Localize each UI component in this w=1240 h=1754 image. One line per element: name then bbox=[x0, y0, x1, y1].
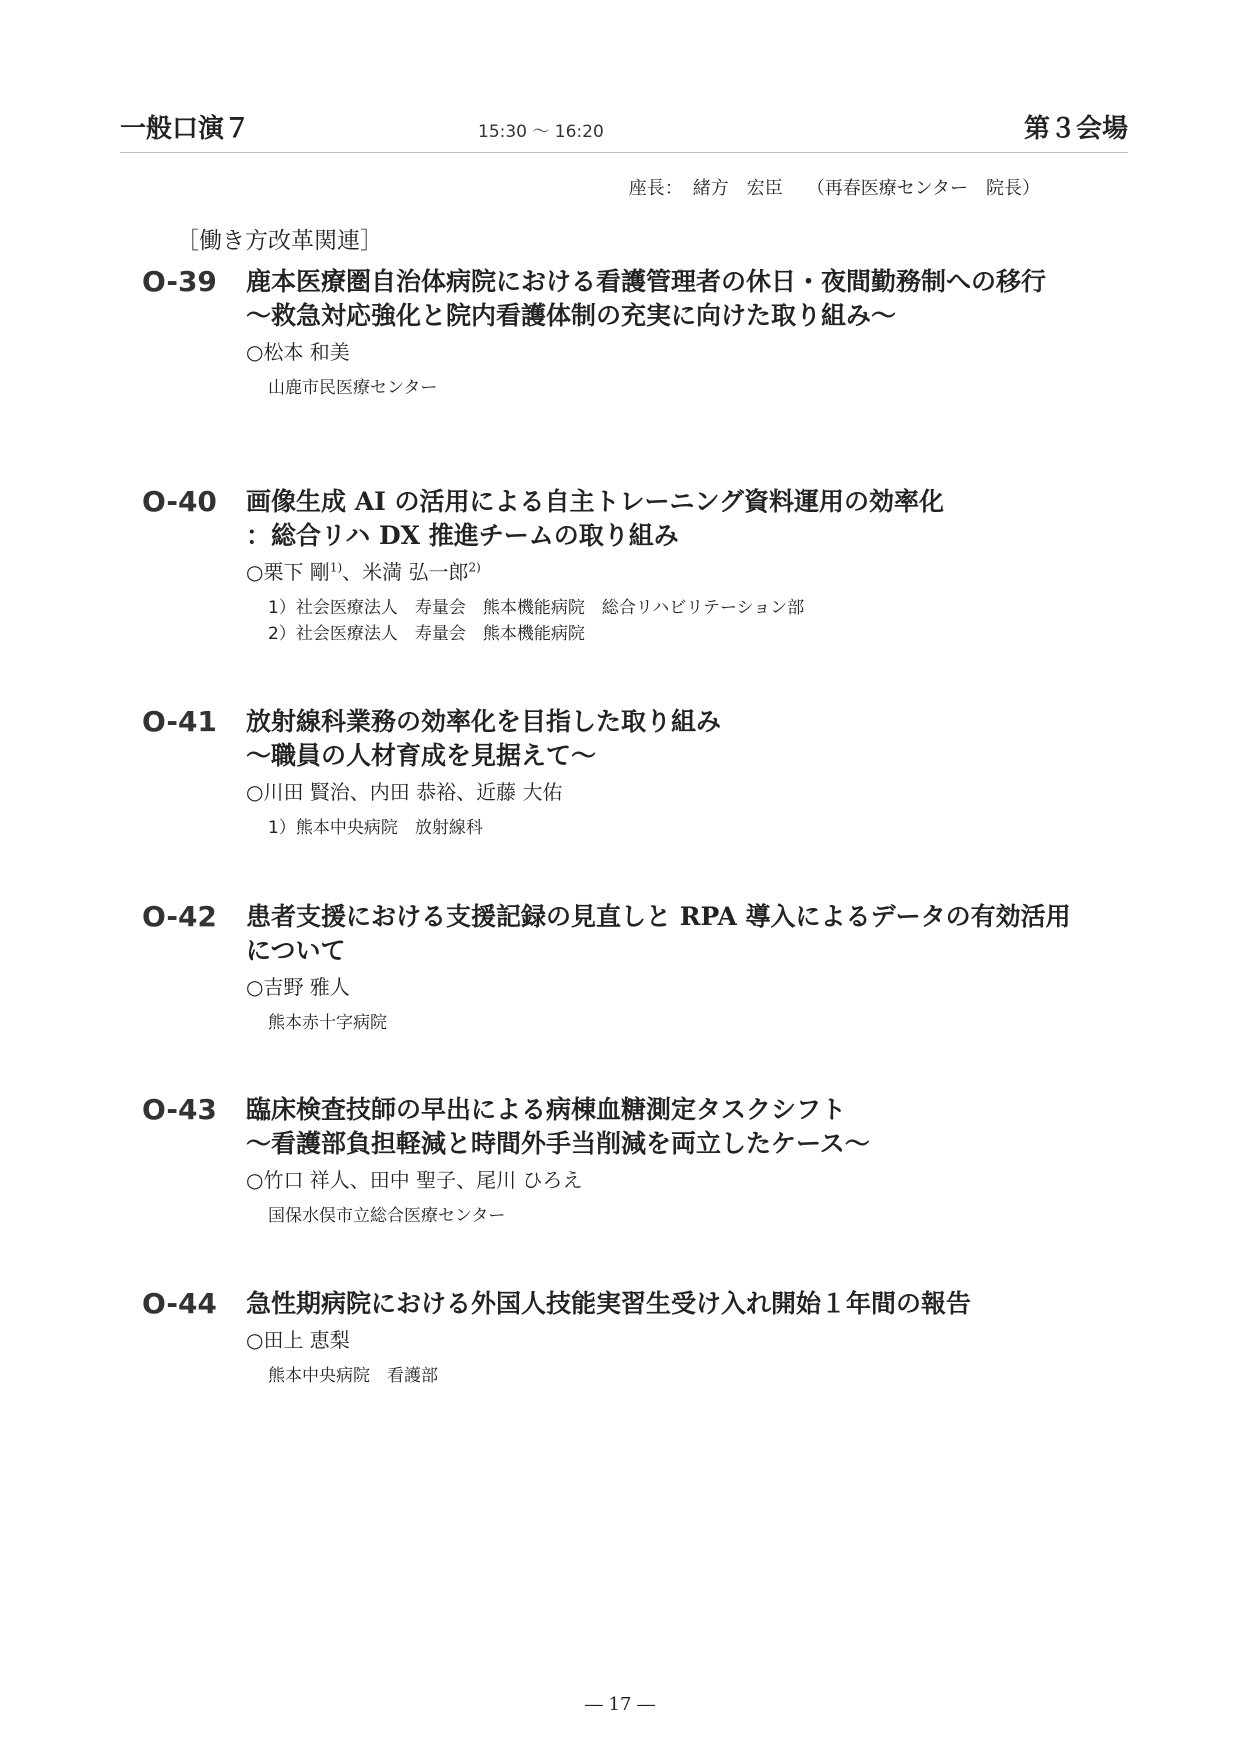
author-superscript: 2) bbox=[468, 560, 481, 575]
title-line: ：総合リハ DX 推進チームの取り組み bbox=[246, 521, 679, 550]
author-superscript: 1) bbox=[329, 560, 343, 575]
affiliation: 山鹿市民医療センター bbox=[268, 378, 438, 398]
venue: 第３会場 bbox=[1023, 114, 1128, 144]
presentation-affiliations bbox=[268, 1363, 1132, 1389]
chair-label: 座長： bbox=[628, 178, 683, 199]
session-time: 15:30 ～ 16:20 bbox=[478, 122, 604, 142]
page-number: ― 17 ― bbox=[584, 1694, 656, 1715]
affiliation: 2）社会医療法人 寿量会 熊本機能病院 bbox=[268, 624, 585, 644]
session-title: 一般口演７ bbox=[120, 114, 251, 144]
presentation-o44 bbox=[142, 1287, 1132, 1389]
title-line: 放射線科業務の効率化を目指した取り組み bbox=[246, 707, 722, 736]
presentation-authors bbox=[246, 557, 1132, 587]
presentation-code: O-41 bbox=[142, 705, 217, 738]
presentation-o41 bbox=[142, 705, 1132, 841]
presentation-authors: ○吉野 雅人 bbox=[246, 975, 350, 999]
presentation-title bbox=[246, 900, 1132, 968]
title-line: 鹿本医療圏自治体病院における看護管理者の休日・夜間勤務制への移行 bbox=[246, 267, 1047, 296]
presentation-code: O-42 bbox=[142, 900, 217, 933]
presentation-affiliations bbox=[268, 1203, 1132, 1229]
presentation-title bbox=[246, 1287, 1132, 1321]
presentation-code: O-44 bbox=[142, 1287, 217, 1320]
chairperson bbox=[619, 176, 1040, 202]
presentation-authors: ○田上 恵梨 bbox=[246, 1328, 350, 1352]
title-line: 画像生成 AI の活用による自主トレーニング資料運用の効率化 bbox=[246, 487, 945, 516]
affiliation: 国保水俣市立総合医療センター bbox=[268, 1206, 506, 1226]
presentation-authors: ○松本 和美 bbox=[246, 340, 350, 364]
affiliation: 熊本赤十字病院 bbox=[268, 1013, 387, 1033]
session-header bbox=[120, 112, 1128, 153]
affiliation: 1）社会医療法人 寿量会 熊本機能病院 総合リハビリテーション部 bbox=[268, 598, 805, 618]
presentation-o43 bbox=[142, 1093, 1132, 1229]
presentation-authors: ○竹口 祥人、田中 聖子、尾川 ひろえ bbox=[246, 1168, 583, 1192]
presentation-authors: ○川田 賢治、内田 恭裕、近藤 大佑 bbox=[246, 780, 563, 804]
category-heading: ［働き方改革関連］ bbox=[176, 228, 383, 254]
affiliation: 熊本中央病院 看護部 bbox=[268, 1366, 438, 1386]
title-line: 患者支援における支援記録の見直しと RPA 導入によるデータの有効活用 bbox=[246, 902, 1071, 931]
title-line: ～救急対応強化と院内看護体制の充実に向けた取り組み～ bbox=[246, 301, 897, 330]
presentation-affiliations bbox=[268, 595, 1132, 647]
author-name: 、米満 弘一郎 bbox=[342, 560, 469, 584]
presentation-o39 bbox=[142, 265, 1132, 401]
title-line: ～看護部負担軽減と時間外手当削減を両立したケース～ bbox=[246, 1129, 870, 1158]
presentation-code: O-43 bbox=[142, 1093, 217, 1126]
presentation-title bbox=[246, 705, 1132, 773]
presentation-code: O-40 bbox=[142, 485, 217, 518]
author-name: ○栗下 剛 bbox=[246, 560, 330, 584]
presentation-affiliations bbox=[268, 815, 1132, 841]
presentation-title bbox=[246, 485, 1132, 553]
affiliation: 1）熊本中央病院 放射線科 bbox=[268, 818, 483, 838]
title-line: 急性期病院における外国人技能実習生受け入れ開始１年間の報告 bbox=[246, 1289, 972, 1318]
chair-affiliation: （再春医療センター 院長） bbox=[806, 178, 1040, 199]
title-line: ～職員の人材育成を見据えて～ bbox=[246, 741, 597, 770]
chair-name: 緒方 宏臣 bbox=[692, 178, 783, 199]
presentation-code: O-39 bbox=[142, 265, 217, 298]
presentation-affiliations bbox=[268, 375, 1132, 401]
presentation-affiliations bbox=[268, 1010, 1132, 1036]
presentation-o40 bbox=[142, 485, 1132, 647]
presentation-o42 bbox=[142, 900, 1132, 1036]
title-line: 臨床検査技師の早出による病棟血糖測定タスクシフト bbox=[246, 1095, 847, 1124]
presentation-title bbox=[246, 1093, 1132, 1161]
title-line: について bbox=[246, 936, 346, 965]
presentation-title bbox=[246, 265, 1132, 333]
